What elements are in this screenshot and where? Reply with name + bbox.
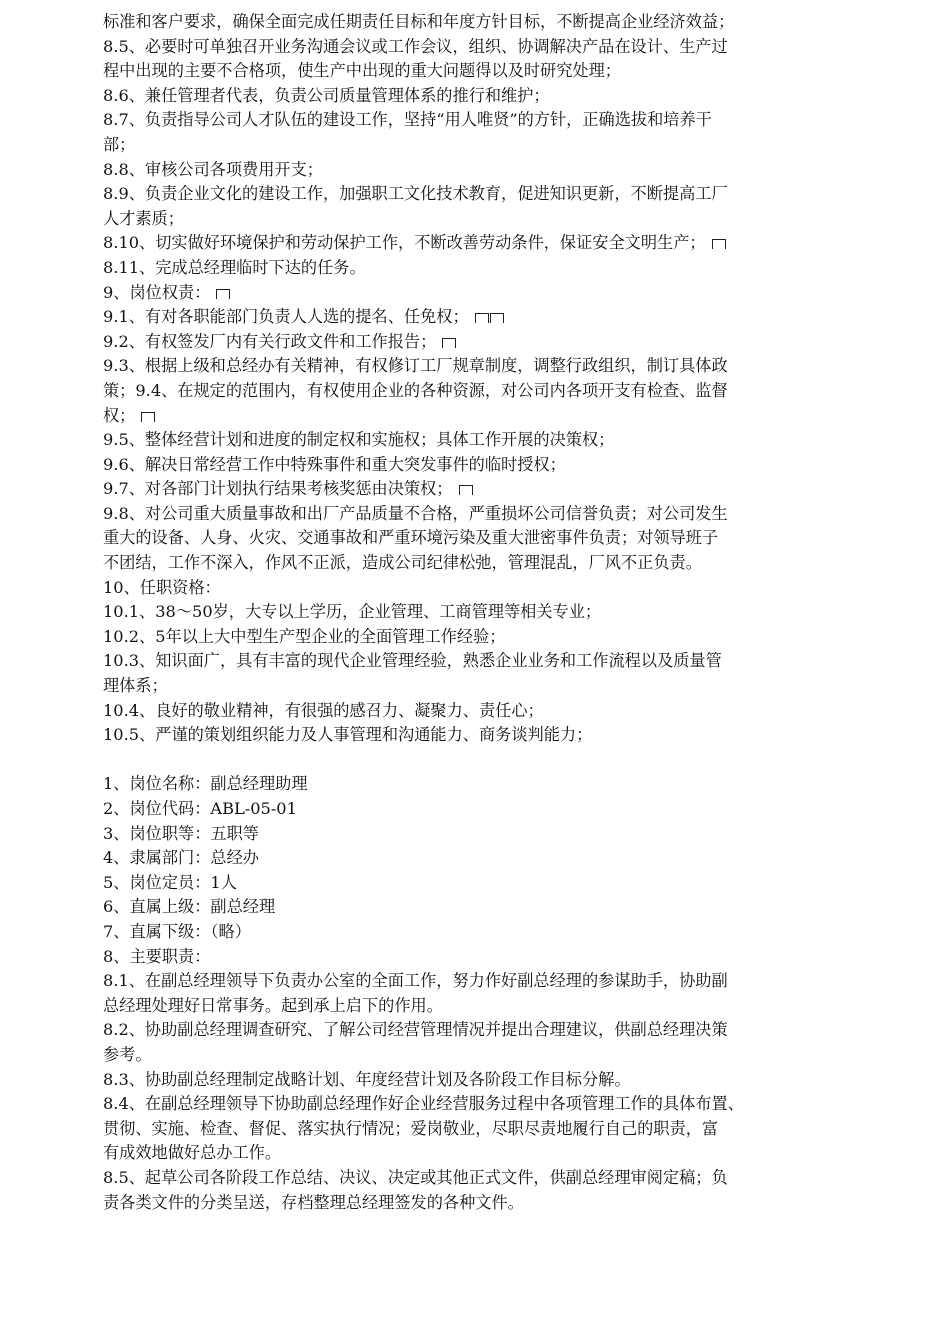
- text-line: 1、岗位名称：副总经理助理: [103, 774, 308, 794]
- text-line: 总经理处理好日常事务。起到承上启下的作用。: [103, 995, 443, 1015]
- text-line: 人才素质；: [103, 208, 184, 228]
- section-heading: 10、任职资格：: [103, 577, 221, 597]
- revision-mark-icon: [459, 485, 473, 495]
- text-line: 8.11、完成总经理临时下达的任务。: [103, 257, 366, 277]
- text-line: 程中出现的主要不合格项，使生产中出现的重大问题得以及时研究处理；: [103, 61, 621, 81]
- text-line: 5、岗位定员：1人: [103, 872, 237, 892]
- document-body: [103, 10, 843, 1215]
- text-line: 策；9.4、在规定的范围内，有权使用企业的各种资源，对公司内各项开支有检查、监督: [103, 380, 728, 400]
- section-heading: 8、主要职责：: [103, 946, 211, 966]
- text-line: 责各类文件的分类呈送，存档整理总经理签发的各种文件。: [103, 1192, 524, 1212]
- section-heading: 9、岗位权责：: [103, 281, 843, 306]
- text-line: 7、直属下级：（略）: [103, 921, 251, 941]
- revision-mark-icon: [475, 313, 489, 323]
- text-line: 8.4、在副总经理领导下协助副总经理作好企业经营服务过程中各项管理工作的具体布置、: [103, 1094, 744, 1114]
- text-line: 不团结，工作不深入，作风不正派，造成公司纪律松弛，管理混乱，厂风不正负责。: [103, 553, 702, 573]
- text-line: 9.6、解决日常经营工作中特殊事件和重大突发事件的临时授权；: [103, 454, 566, 474]
- text-line: 部；: [103, 134, 136, 154]
- text-line: 10.2、5年以上大中型生产型企业的全面管理工作经验；: [103, 626, 506, 646]
- text-line: 8.5、必要时可单独召开业务沟通会议或工作会议，组织、协调解决产品在设计、生产过: [103, 36, 728, 56]
- text-line: 贯彻、实施、检查、督促、落实执行情况；爱岗敬业，尽职尽责地履行自己的职责，富: [103, 1118, 719, 1138]
- revision-mark-icon: [216, 289, 230, 299]
- revision-mark-icon: [442, 338, 456, 348]
- revision-mark-icon: [141, 412, 155, 422]
- text-line: 8.7、负责指导公司人才队伍的建设工作，坚持“用人唯贤”的方针，正确选拔和培养干: [103, 110, 712, 130]
- text-line: 9.8、对公司重大质量事故和出厂产品质量不合格，严重损坏公司信誉负责；对公司发生: [103, 503, 728, 523]
- text-line: 10.1、38～50岁，大专以上学历，企业管理、工商管理等相关专业；: [103, 602, 602, 622]
- revision-mark-icon: [490, 313, 504, 323]
- text-line: 8.2、协助副总经理调查研究、了解公司经营管理情况并提出合理建议，供副总经理决策: [103, 1020, 728, 1040]
- text-line: 10.5、严谨的策划组织能力及人事管理和沟通能力、商务谈判能力；: [103, 725, 593, 745]
- blank-line: [103, 748, 843, 773]
- text-line: 8.8、审核公司各项费用开支；: [103, 159, 323, 179]
- text-line: 10.3、知识面广，具有丰富的现代企业管理经验，熟悉企业业务和工作流程以及质量管: [103, 651, 722, 671]
- text-line: 9.3、根据上级和总经办有关精神，有权修订工厂规章制度，调整行政组织，制订具体政: [103, 356, 728, 376]
- text-line: 8.6、兼任管理者代表，负责公司质量管理体系的推行和维护；: [103, 85, 550, 105]
- text-line: 参考。: [103, 1044, 152, 1064]
- text-line: 6、直属上级：副总经理: [103, 897, 276, 917]
- text-line: 权；: [103, 404, 843, 429]
- text-line: 8.3、协助副总经理制定战略计划、年度经营计划及各阶段工作目标分解。: [103, 1069, 631, 1089]
- text-line: 重大的设备、人身、火灾、交通事故和严重环境污染及重大泄密事件负责；对领导班子: [103, 528, 719, 548]
- text-line: 9.1、有对各职能部门负责人人选的提名、任免权；: [103, 305, 843, 330]
- text-line: 标准和客户要求，确保全面完成任期责任目标和年度方针目标，不断提高企业经济效益；: [103, 12, 735, 31]
- text-line: 理体系；: [103, 676, 168, 696]
- text-line: 9.2、有权签发厂内有关行政文件和工作报告；: [103, 330, 843, 355]
- text-line: 8.5、起草公司各阶段工作总结、决议、决定或其他正式文件，供副总经理审阅定稿；负: [103, 1167, 728, 1187]
- text-line: 9.5、整体经营计划和进度的制定权和实施权；具体工作开展的决策权；: [103, 430, 615, 450]
- text-line: 有成效地做好总办工作。: [103, 1143, 282, 1163]
- text-line: 8.10、切实做好环境保护和劳动保护工作，不断改善劳动条件，保证安全文明生产；: [103, 231, 843, 256]
- text-line: 2、岗位代码：ABL-05-01: [103, 799, 297, 818]
- text-line: 10.4、良好的敬业精神，有很强的感召力、凝聚力、责任心；: [103, 700, 544, 720]
- revision-mark-icon: [712, 239, 726, 249]
- text-line: 8.1、在副总经理领导下负责办公室的全面工作，努力作好副总经理的参谋助手，协助副: [103, 971, 728, 991]
- text-line: 3、岗位职等：五职等: [103, 823, 259, 843]
- text-line: 9.7、对各部门计划执行结果考核奖惩由决策权；: [103, 477, 843, 502]
- text-line: 4、隶属部门：总经办: [103, 848, 259, 868]
- text-line: 8.9、负责企业文化的建设工作，加强职工文化技术教育，促进知识更新，不断提高工厂: [103, 184, 728, 204]
